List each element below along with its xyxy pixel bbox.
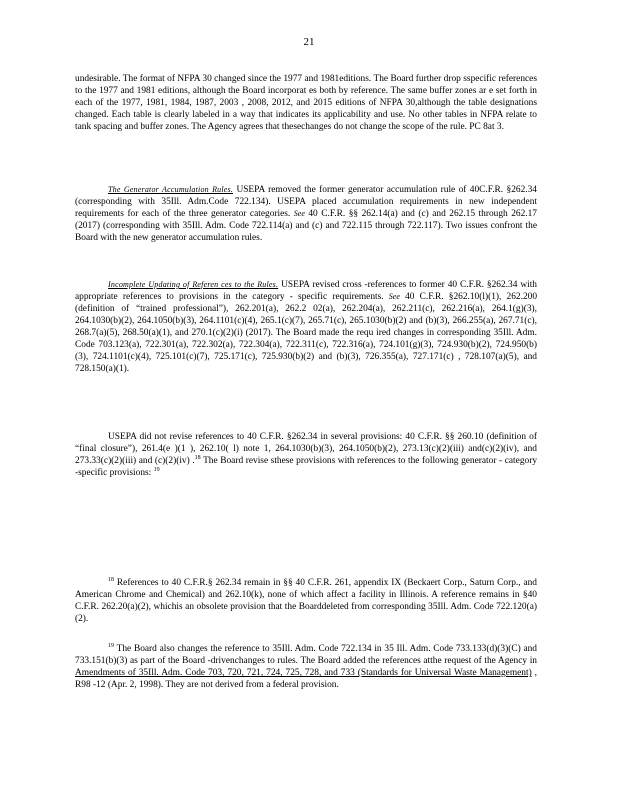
paragraph-text: USEPA removed the former generator accumulation rule of 40C.F.R. §262.34 (corresponding with 35Ill. Adm.Code 722.134). USEPA placed accumulation requirements in new independent requirements for each of the three generator categories.	[75, 185, 537, 219]
footnote-18	[75, 577, 537, 625]
page-number: 21	[303, 36, 315, 48]
paragraph-text: USEPA revised cross -references to former 40 C.F.R. §262.34 with appropriate references to provisions in the category - specific requirements.	[75, 280, 537, 302]
paragraph-text: The Board revise sthese provisions with references to the following generator - category -specific provisions:	[75, 456, 538, 478]
section-heading: Incomplete Updating of Referen ces to the Rules.	[108, 280, 279, 289]
paragraph-text: USEPA did not revise references to 40 C.F.R. §262.34 in several provisions: 40 C.F.R. §§ 260.10 (definition of “final closure”), 261.4(e )(1 ), 262.10( l) note 1, 264.1030(b)(3), 264.1050(b)(2), 273.13(c)(2)(iii) and(c)(2)(iv), and 273.33(c)(2)(iii) and (c)(2)(iv) .	[75, 432, 537, 466]
footnote-mark: 18	[108, 577, 114, 583]
footnote-text: References to 40 C.F.R.§ 262.34 remain in §§ 40 C.F.R. 261, appendix IX (Beckaert Corp., Saturn Corp., and American Chrome and Chemical) and 262.10(k), none of which affect a facility in Illinois. A reference remains in §40 C.F.R. 262.20(a)(2), whichis an obsolete provision that the Boarddeleted from corresponding 35Ill. Adm. Code 722.120(a)(2).	[75, 578, 537, 624]
paragraph-generator-accumulation	[75, 184, 537, 244]
citation-link: Amendments of 35Ill. Adm. Code 703, 720, 721, 724, 725, 728, and 733 (Standards for Universal Waste Management)	[75, 668, 532, 678]
paragraph-text: undesirable. The format of NFPA 30 changed since the 1977 and 1981editions. The Board further drop sspecific references to the 1977 and 1981 editions, although the Board incorporat es both by reference. The same buffer zones ar e set forth in each of the 1977, 1981, 1984, 1987, 2003 , 2008, 2012, and 2015 editions of NFPA 30,although the table designations changed. Each table is clearly labeled in a way that indicates its applicability and use. No other tables in NFPA relate to tank spacing and buffer zones. The Agency agrees that thesechanges do not change the scope of the rule. PC 8at 3.	[75, 74, 537, 132]
signal-see: See	[388, 292, 400, 301]
footnote-ref-18[interactable]: 18	[194, 455, 201, 461]
paragraph-unrevised-references	[75, 431, 537, 479]
footnote-19	[75, 643, 537, 691]
section-heading: The Generator Accumulation Rules.	[108, 185, 234, 194]
paragraph-incomplete-updating	[75, 279, 537, 375]
paragraph-text: 40 C.F.R. §§ 262.14(a) and (c) and 262.15 through 262.17 (2017) (corresponding with 35Ill. Adm. Code 722.114(a) and (c) and 722.115 through 722.117). Two issues confront the Board with the new generator accumulation rules.	[75, 209, 537, 243]
footnote-text: , R98 -12 (Apr. 2, 1998). They are not derived from a federal provision.	[75, 668, 537, 690]
paragraph-nfpa-editions	[75, 73, 537, 133]
footnote-ref-19[interactable]: 19	[153, 467, 160, 473]
footnote-mark: 19	[108, 643, 114, 649]
paragraph-text: 40 C.F.R. §262.10(l)(1), 262.200 (definition of “trained professional”), 262.201(a), 262.2 02(a), 262.204(a), 262.211(c), 262.216(a), 264.1(g)(3), 264.1030(b)(2), 264.1050(b)(3), 264.1101(c)(4), 265.1(c)(7), 265.71(c), 265.1030(b)(2) and (b)(3), 266.255(a), 267.71(c), 268.7(a)(5), 268.50(a)(1), and 270.1(c)(2)(i) (2017). The Board made the requ ired changes in corresponding 35Ill. Adm. Code 703.123(a), 722.301(a), 722.302(a), 722.304(a), 722.311(c), 722.316(a), 724.101(g)(3), 724.930(b)(2), 724.950(b)(3), 724.1101(c)(4), 725.101(c)(7), 725.171(c), 725.930(b)(2) and (b)(3), 726.355(a), 727.171(c) , 728.107(a)(5), and 728.150(a)(1).	[75, 292, 538, 374]
signal-see: See	[293, 209, 305, 218]
footnote-text: The Board also changes the reference to 35Ill. Adm. Code 722.134 in 35 Ill. Adm. Code 733.133(d)(3)(C) and 733.151(b)(3) as part of the Board -drivenchanges to rules. The Board added the references atthe request of the Agency in	[75, 644, 537, 666]
